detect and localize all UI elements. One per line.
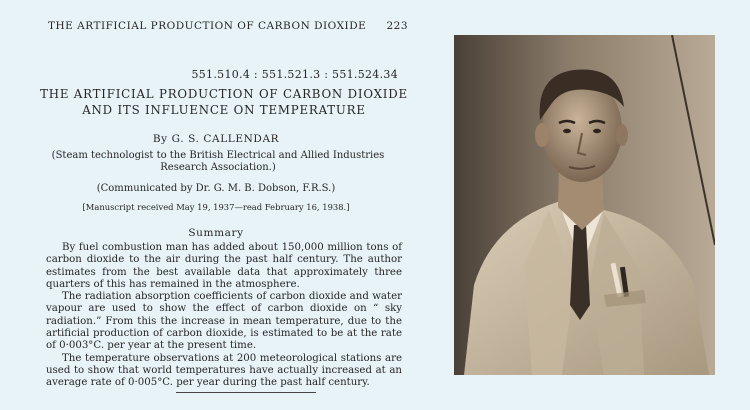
page-number: 223 [386,20,408,32]
classification-number: 551.510.4 : 551.521.3 : 551.524.34 [191,68,398,81]
article-title [34,86,414,118]
communicated-by: (Communicated by Dr. G. M. B. Dobson, F.R.S.) [96,183,336,194]
summary-paragraph-1: By fuel combustion man has added about 150,000 million tons of carbon dioxide to the air during the past half century. The author estimates from the best available data that approximately three quarters of this has remained in the atmosphere. [46,242,402,290]
title-line-1: THE ARTIFICIAL PRODUCTION OF CARBON DIOXIDE [40,87,408,101]
title-line-2: AND ITS INFLUENCE ON TEMPERATURE [82,103,366,117]
running-title: THE ARTIFICIAL PRODUCTION OF CARBON DIOXIDE [48,20,367,32]
summary-paragraph-2: The radiation absorption coefficients of carbon dioxide and water vapour are used to show the effect of carbon dioxide on “ sky radiation.” From this the increase in mean temperature, due to the artificial production of carbon dioxide, is estimated to be at the rate of 0·003°C. per year at the present time. [46,291,402,352]
running-header [48,20,408,32]
author-line: By G. S. CALLENDAR [152,133,280,145]
affiliation-line-1: (Steam technologist to the British Electrical and Allied Industries [51,150,385,161]
summary-body [46,242,402,390]
affiliation [48,150,388,174]
summary-heading: Summary [188,227,244,239]
affiliation-line-2: Research Association.) [160,162,276,173]
journal-page [18,20,414,392]
manuscript-note: [Manuscript received May 19, 1937—read February 16, 1938.] [82,202,350,212]
author-portrait-photo [454,35,715,375]
end-rule [176,392,316,393]
summary-paragraph-3: The temperature observations at 200 meteorological stations are used to show that world temperatures have actually increased at an average rate of 0·005°C. per year during the past half century. [46,352,402,389]
